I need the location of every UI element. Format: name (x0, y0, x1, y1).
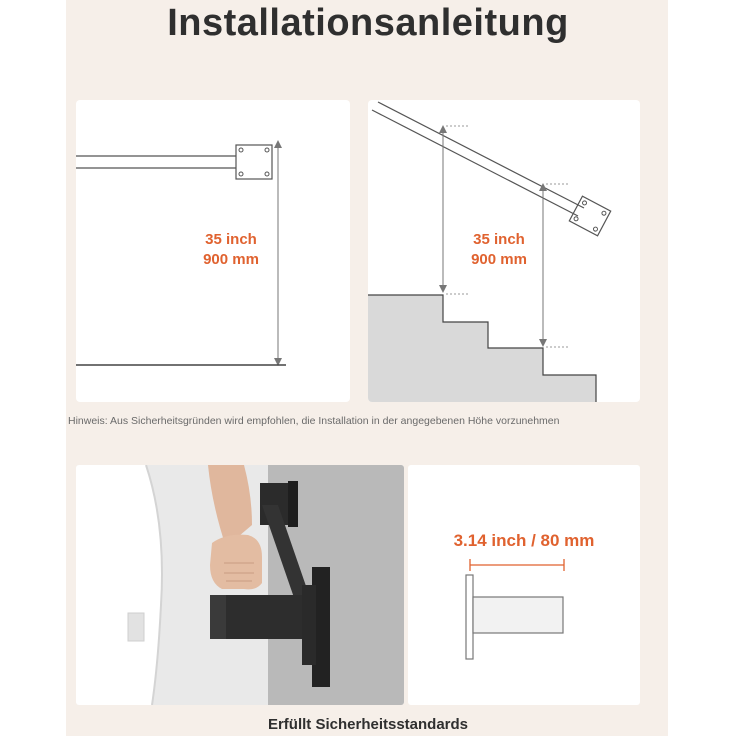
hand-grip-illustration (76, 465, 404, 705)
wall-diagram-panel (76, 100, 350, 402)
bracket-distance-diagram (408, 465, 640, 705)
wall-height-inch: 35 inch (205, 231, 257, 248)
wall-height-label (186, 230, 276, 270)
bracket-distance-panel (408, 465, 640, 705)
page-title: Installationsanleitung (167, 2, 569, 44)
product-photo-panel (76, 465, 404, 705)
footer-caption: Erfüllt Sicherheitsstandards (267, 716, 469, 733)
wall-height-mm: 900 mm (203, 251, 259, 268)
stair-height-label (454, 230, 544, 270)
safety-hint: Hinweis: Aus Sicherheitsgründen wird empfohlen, die Installation in der angegebenen Höhe vorzunehmen (68, 415, 560, 427)
bracket-distance-label: 3.14 inch / 80 mm (453, 531, 595, 550)
stair-height-inch: 35 inch (473, 231, 525, 248)
stair-diagram-panel (368, 100, 640, 402)
stair-height-mm: 900 mm (471, 251, 527, 268)
